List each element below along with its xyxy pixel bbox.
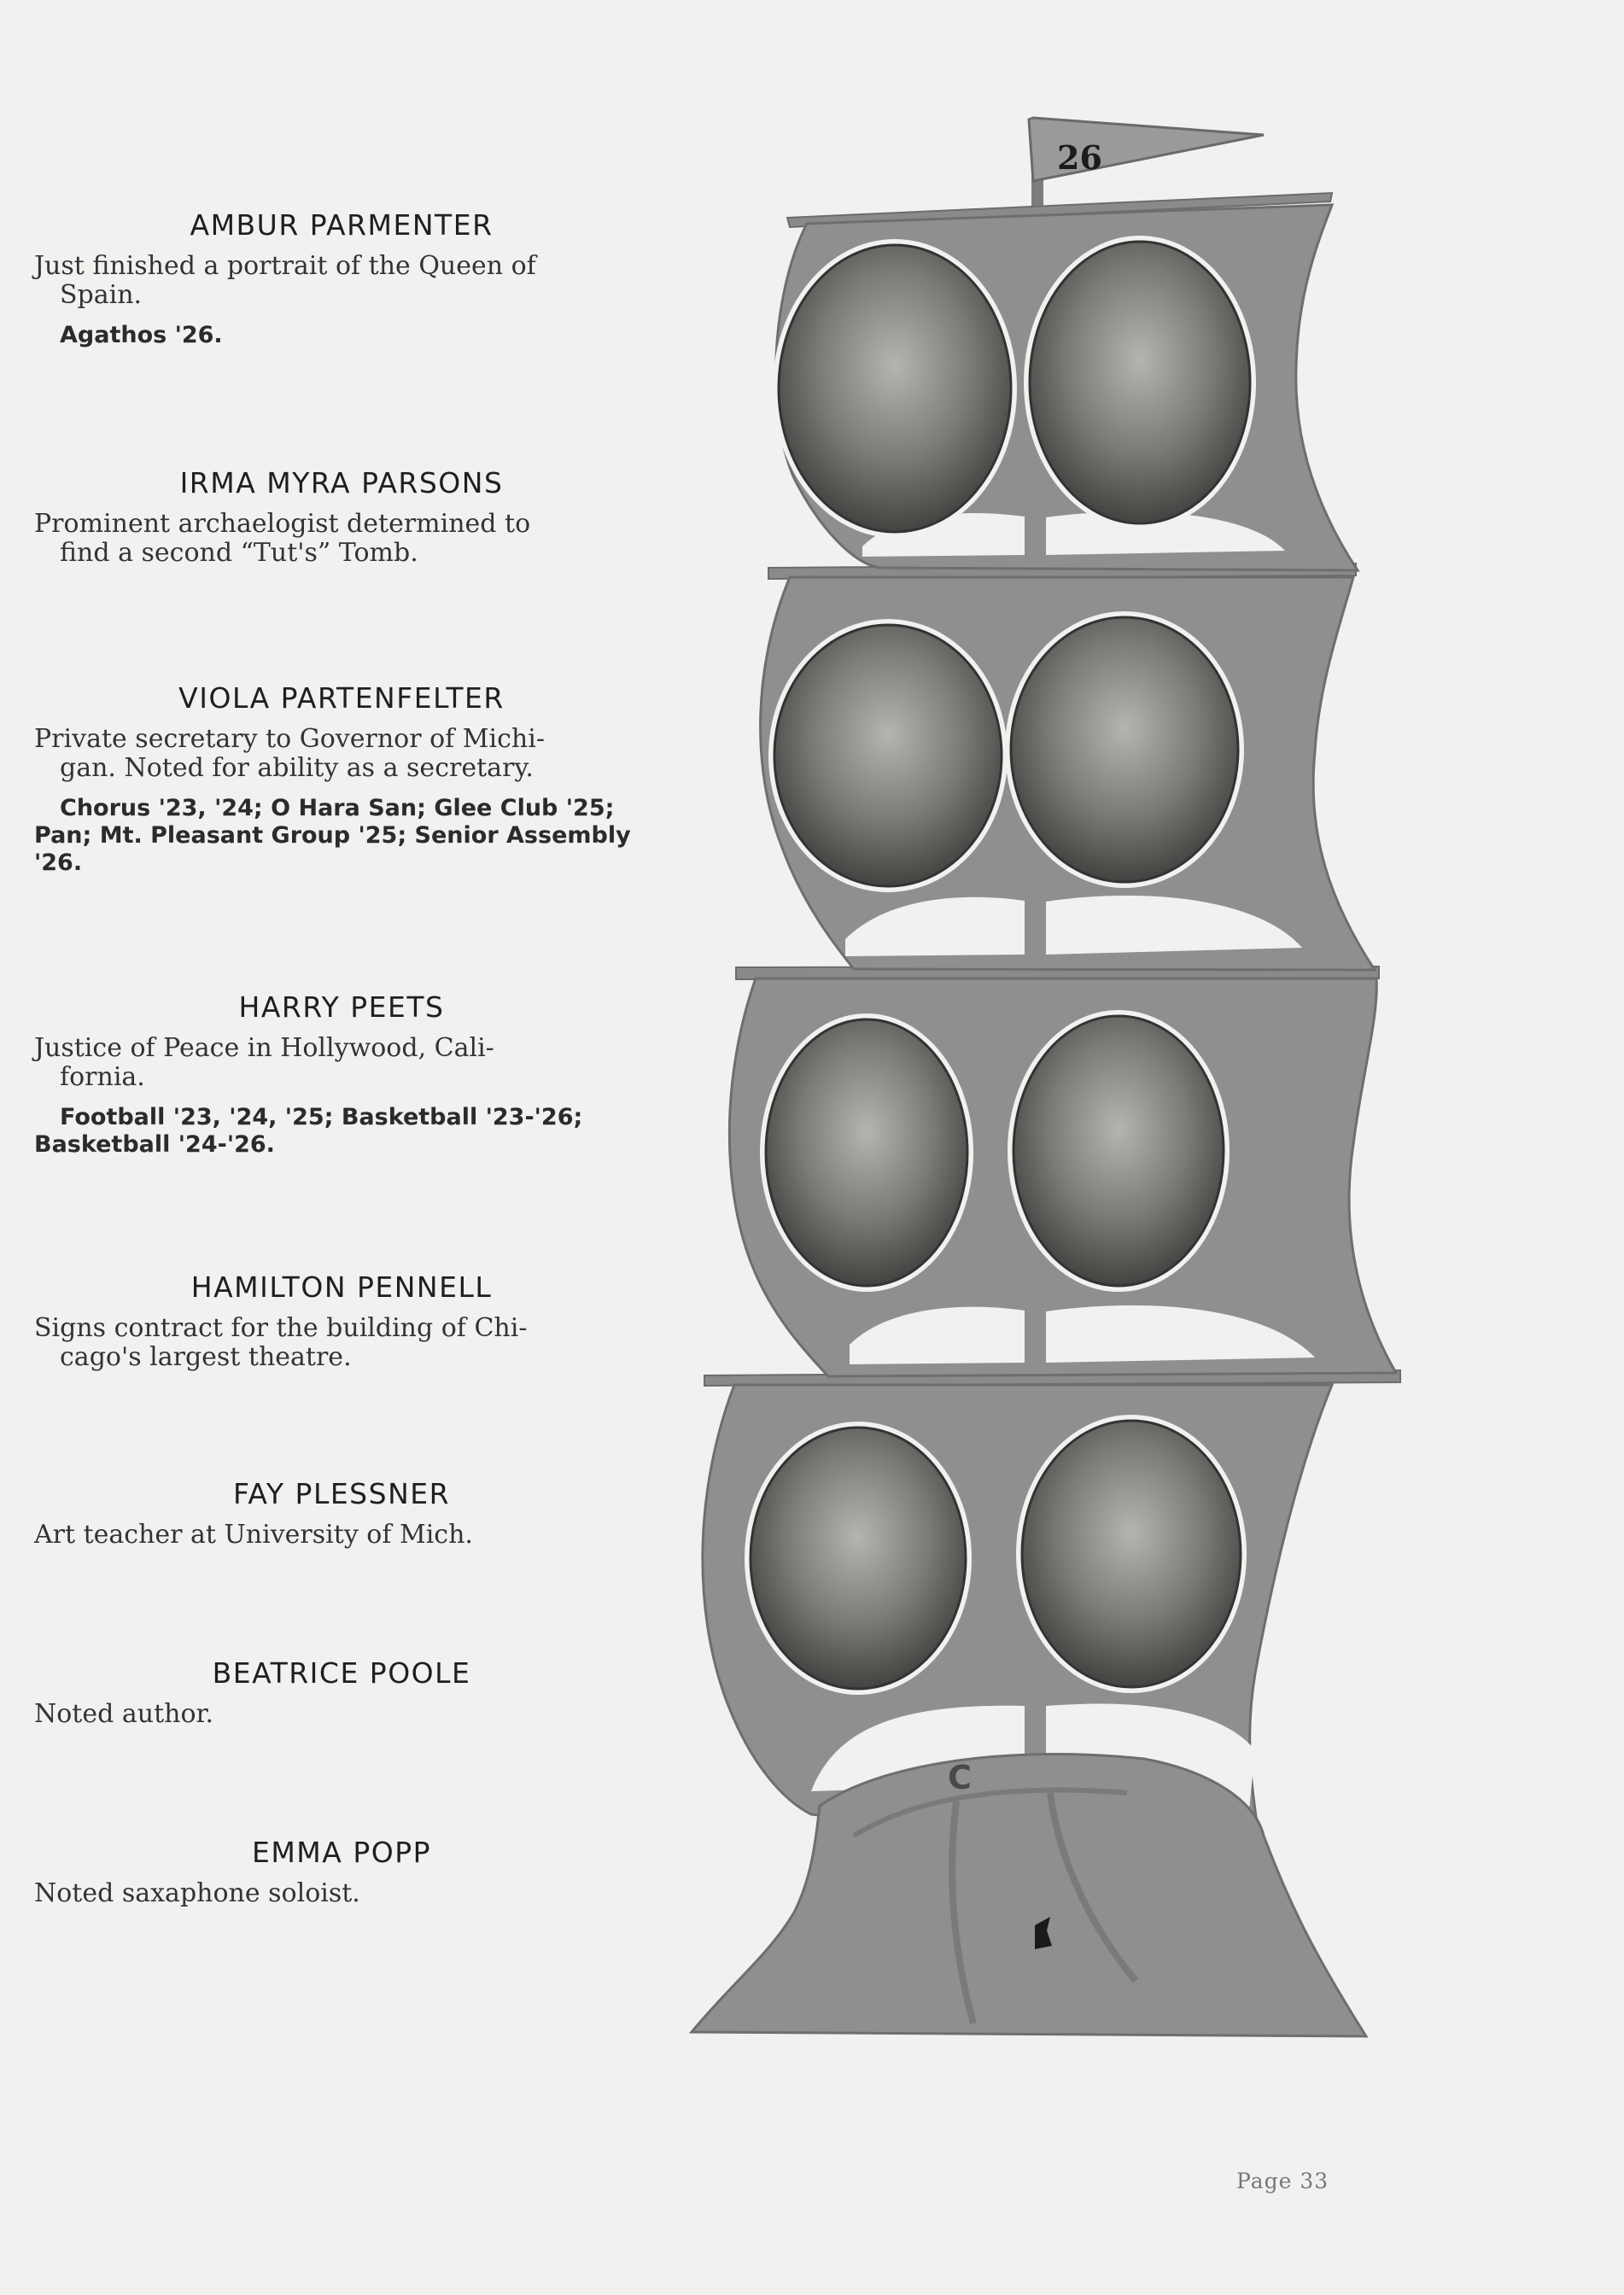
entry-description: Justice of Peace in Hollywood, Cali- fornia. (34, 1033, 494, 1092)
entry-name: VIOLA PARTENFELTER (178, 681, 505, 715)
hull-letter: C (948, 1759, 972, 1796)
entry-name: AMBUR PARMENTER (190, 208, 494, 242)
entry-description: Just finished a portrait of the Queen of Spain. (34, 251, 536, 310)
entry-description: Signs contract for the building of Chi- cago's largest theatre. (34, 1313, 528, 1372)
entry-description: Art teacher at University of Mich. (34, 1520, 473, 1550)
entry-name: BEATRICE POOLE (212, 1656, 471, 1690)
portrait-viola-partenfelter (768, 619, 1008, 892)
portrait-ambur-parmenter (773, 239, 1017, 538)
entry-name: HAMILTON PENNELL (190, 1270, 493, 1304)
entry-activities: Chorus '23, '24; O Hara San; Glee Club '25; Pan; Mt. Pleasant Group '25; Senior Assembly '26. (34, 795, 631, 876)
entry-activities: Agathos '26. (60, 322, 223, 348)
portrait-emma-popp (1016, 1415, 1247, 1693)
entry-activities: Football '23, '24, '25; Basketball '23-'26; Basketball '24-'26. (34, 1104, 583, 1158)
pennant-label: 26 (1057, 138, 1102, 177)
entry-description: Noted author. (34, 1699, 214, 1729)
entry-name: IRMA MYRA PARSONS (179, 466, 504, 499)
portrait-fay-plessner (1008, 1010, 1230, 1292)
portrait-irma-myra-parsons (1024, 236, 1256, 529)
portrait-beatrice-poole (745, 1422, 972, 1695)
page-number: Page 33 (1236, 2169, 1329, 2193)
entry-description: Noted saxaphone soloist. (34, 1878, 360, 1908)
entry-name: HARRY PEETS (238, 990, 445, 1024)
entry-description: Private secretary to Governor of Michi- gan. Noted for ability as a secretary. (34, 724, 545, 783)
entry-name: FAY PLESSNER (232, 1477, 451, 1510)
portrait-harry-peets (1005, 611, 1244, 888)
entry-name: EMMA POPP (251, 1836, 432, 1869)
entry-description: Prominent archaelogist determined to find a second “Tut's” Tomb. (34, 509, 531, 568)
portrait-hamilton-pennell (760, 1013, 973, 1292)
pennant-flag (1029, 118, 1264, 181)
